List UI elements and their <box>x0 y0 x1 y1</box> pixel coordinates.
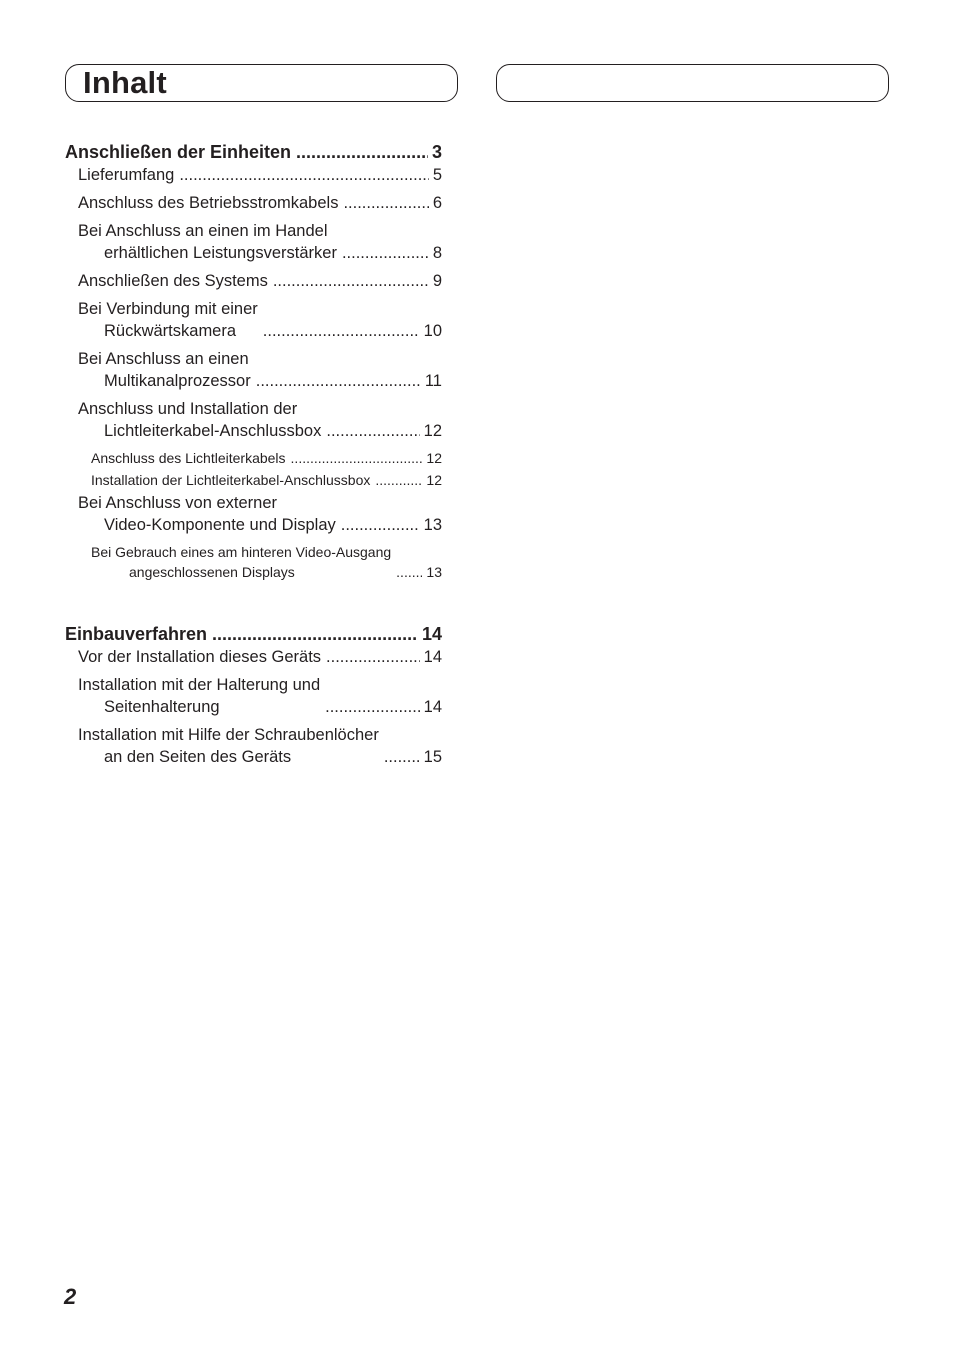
toc-entry-line: angeschlossenen Displays <box>129 564 295 580</box>
toc-entry-line: Anschluss und Installation der <box>78 400 298 418</box>
toc-entry[interactable] <box>65 724 442 768</box>
toc-entry[interactable] <box>65 398 442 442</box>
toc-section-heading[interactable] <box>65 134 442 164</box>
toc-entry-page: 13 <box>423 516 442 534</box>
toc-entry[interactable] <box>65 270 442 292</box>
dot-leader <box>341 514 420 536</box>
toc-entry[interactable] <box>65 164 442 186</box>
toc-entry-label <box>91 542 391 582</box>
toc-entry-line: Video-Komponente und Display <box>104 516 336 534</box>
toc-entry[interactable] <box>65 646 442 668</box>
empty-title-box <box>496 64 889 102</box>
toc-section-title: Einbauverfahren <box>65 624 208 644</box>
dot-leader <box>342 242 429 264</box>
toc-entry-line: Installation der Lichtleiterkabel-Anschlussbox <box>91 472 371 488</box>
dot-leader <box>296 140 428 164</box>
toc-section-page: 14 <box>421 624 442 644</box>
toc-entry-line: Bei Anschluss an einen <box>78 350 249 368</box>
toc-entry-page: 10 <box>423 322 442 340</box>
toc-entry-label <box>78 724 379 768</box>
dot-leader <box>343 192 428 214</box>
toc-entry-line: Vor der Installation dieses Geräts <box>78 648 322 666</box>
toc-entry-label <box>78 646 321 668</box>
toc-entry-line: erhältlichen Leistungsverstärker <box>104 244 337 262</box>
toc-entry-label <box>78 220 337 264</box>
toc-entry-line: Anschließen des Systems <box>78 272 268 290</box>
toc-entry-label <box>78 298 258 342</box>
toc-entry-label <box>78 398 321 442</box>
toc-entry-page: 13 <box>426 564 442 580</box>
toc-entry-label <box>78 270 268 292</box>
toc-entry[interactable] <box>65 542 442 582</box>
dot-leader <box>212 622 418 646</box>
toc-entry-page: 12 <box>426 472 442 488</box>
toc-entry-line: Bei Gebrauch eines am hinteren Video-Ausgang <box>91 544 392 560</box>
toc-entry-line: Bei Anschluss von externer <box>78 494 278 512</box>
toc-section-page: 3 <box>431 142 442 162</box>
dot-leader <box>326 646 420 668</box>
toc-entry-line: Multikanalprozessor <box>104 372 251 390</box>
dot-leader <box>384 746 420 768</box>
dot-leader <box>263 320 420 342</box>
dot-leader <box>256 370 421 392</box>
toc-entry-label <box>78 192 338 214</box>
toc-entry-page: 12 <box>423 422 442 440</box>
toc-entry[interactable] <box>65 220 442 264</box>
toc-entry-line: an den Seiten des Geräts <box>104 748 292 766</box>
toc-section-title: Anschließen der Einheiten <box>65 142 292 162</box>
dot-leader <box>291 448 423 468</box>
page-number: 2 <box>64 1284 77 1309</box>
toc-entry[interactable] <box>65 192 442 214</box>
toc-entry[interactable] <box>65 298 442 342</box>
toc-entry-page: 6 <box>432 194 442 212</box>
toc-entry-line: Anschluss des Betriebsstromkabels <box>78 194 339 212</box>
dot-leader <box>325 696 420 718</box>
toc-entry-page: 12 <box>426 450 442 466</box>
toc-entry-page: 9 <box>432 272 442 290</box>
toc-entry-line: Bei Verbindung mit einer <box>78 300 258 318</box>
toc-entry[interactable] <box>65 674 442 718</box>
title-box <box>65 64 458 102</box>
toc-entry[interactable] <box>65 348 442 392</box>
dot-leader <box>273 270 429 292</box>
toc-entry-line: Installation mit der Halterung und <box>78 676 321 694</box>
toc-entry-label <box>78 348 251 392</box>
toc-entry-line: Seitenhalterung <box>104 698 220 716</box>
toc-entry[interactable] <box>65 448 442 468</box>
toc-entry-label <box>78 492 336 536</box>
toc-entry-page: 11 <box>424 372 442 390</box>
page-title: Inhalt <box>83 65 167 100</box>
toc-entry-line: Lieferumfang <box>78 166 175 184</box>
toc-entry-line: Lichtleiterkabel-Anschlussbox <box>104 422 322 440</box>
toc-entry-label <box>91 470 370 490</box>
toc-entry-page: 5 <box>432 166 442 184</box>
dot-leader <box>179 164 429 186</box>
dot-leader <box>326 420 419 442</box>
toc-entry-label <box>78 674 320 718</box>
toc-entry-label <box>91 448 286 468</box>
toc-entry-line: Rückwärtskamera <box>104 322 237 340</box>
dot-leader <box>396 562 422 582</box>
toc-entry-line: Installation mit Hilfe der Schraubenlöcher <box>78 726 379 744</box>
toc-entry-label <box>78 164 174 186</box>
toc-entry-page: 8 <box>432 244 442 262</box>
toc-entry-line: Anschluss des Lichtleiterkabels <box>91 450 286 466</box>
table-of-contents <box>65 134 442 774</box>
toc-entry-page: 14 <box>423 698 442 716</box>
toc-entry-line: Bei Anschluss an einen im Handel <box>78 222 328 240</box>
dot-leader <box>375 470 422 490</box>
toc-entry[interactable] <box>65 470 442 490</box>
toc-entry[interactable] <box>65 492 442 536</box>
toc-entry-page: 15 <box>423 748 442 766</box>
toc-entry-page: 14 <box>423 648 442 666</box>
toc-section-heading[interactable] <box>65 616 442 646</box>
